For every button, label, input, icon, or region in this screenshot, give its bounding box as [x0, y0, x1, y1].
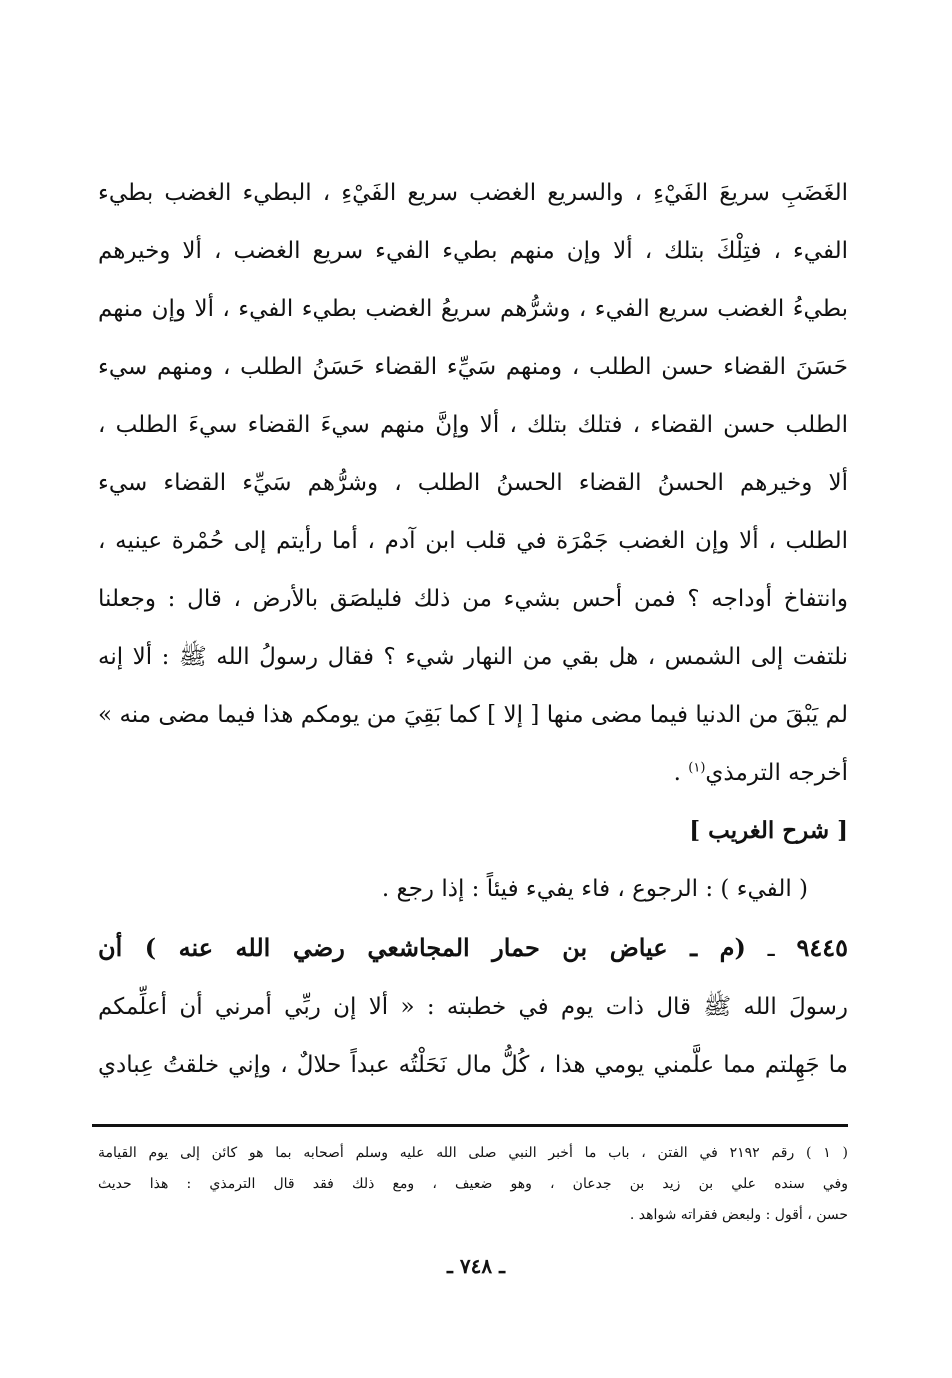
- text-line: الطلب ، ألا وإن الغضب جَمْرَة في قلب ابن آدم ، أما رأيتم إلى حُمْرة عينيه ،: [98, 528, 848, 554]
- footnote-line: وفي سنده علي بن زيد بن جدعان ، وهو ضعيف ، ومع ذلك فقد قال الترمذي : هذا حديث: [98, 1176, 848, 1192]
- gloss-entry: ( الفيء ) : الرجوع ، فاء يفيء فيئاً : إذا رجع .: [381, 876, 808, 902]
- footnote-line: حسن ، أقول : ولبعض فقراته شواهد .: [629, 1207, 848, 1223]
- hadith-header: [98, 918, 848, 978]
- page-number: ـ ٧٤٨ ـ: [447, 1254, 505, 1278]
- text-line: الفيء ، فتِلْكَ بتلك ، ألا وإن منهم بطيء الفيء سريع الغضب ، ألا وخيرهم: [98, 238, 848, 264]
- hadith-number: ٩٤٤٥: [796, 933, 848, 962]
- main-text: [98, 164, 848, 1094]
- text-line: بطيءُ الغضب سريع الفيء ، وشرُّهم سريعُ الغضب بطيء الفيء ، ألا وإن منهم: [98, 296, 848, 322]
- text-line: الطلب حسن القضاء ، فتلك بتلك ، ألا وإنَّ منهم سيءَ القضاء سيءَ الطلب ،: [98, 412, 848, 438]
- source-line: [98, 744, 848, 802]
- text-line: ما جَهِلتم مما علَّمني يومي هذا ، كُلُّ مال نَحَلْتُه عبداً حلالٌ ، وإني خلقتُ عِبادي: [98, 1052, 848, 1078]
- footnote-reference[interactable]: (١): [688, 760, 706, 776]
- text-line: الغَضَبِ سريعَ الفَيْءِ ، والسريع الغضب سريع الفَيْءِ ، البطيء الغضب بطيء: [98, 180, 848, 206]
- text-line: ألا وخيرهم الحسنُ القضاء الحسنُ الطلب ، وشرُّهم سَيِّء القضاء سيء: [98, 470, 848, 496]
- section-heading: [ شرح الغريب ]: [689, 817, 848, 844]
- text-line: رسولَ الله ﷺ قال ذات يوم في خطبته : « ألا إن ربِّي أمرني أن أعلِّمكم: [98, 994, 848, 1020]
- text-line: حَسَنَ القضاء حسن الطلب ، ومنهم سَيِّء القضاء حَسَنُ الطلب ، ومنهم سيء: [98, 354, 848, 380]
- footnote-line: ( ١ ) رقم ٢١٩٢ في الفتن ، باب ما أخبر النبي صلى الله عليه وسلم أصحابه بما هو كائن إلى يوم القيامة: [98, 1145, 848, 1161]
- text-line: وانتفاخ أوداجه ؟ فمن أحس بشيء من ذلك فليلصَق بالأرض ، قال : وجعلنا: [98, 586, 848, 612]
- source-text: أخرجه الترمذي: [705, 760, 848, 786]
- source-line-end: .: [673, 760, 689, 786]
- hadith-dash: ـ: [767, 934, 775, 962]
- text-line: لم يَبْقَ من الدنيا فيما مضى منها [ إلا ] كما بَقِيَ من يومكم هذا فيما مضى منه »: [98, 702, 848, 728]
- text-line: نلتفت إلى الشمس ، هل بقي من النهار شيء ؟ فقال رسولُ الله ﷺ : ألا إنه: [98, 644, 848, 670]
- footnotes: [98, 1138, 848, 1231]
- footnote-divider: [92, 1124, 848, 1127]
- hadith-narrator: (م ـ عياض بن حمار المجاشعي رضي الله عنه ) أن: [98, 933, 746, 962]
